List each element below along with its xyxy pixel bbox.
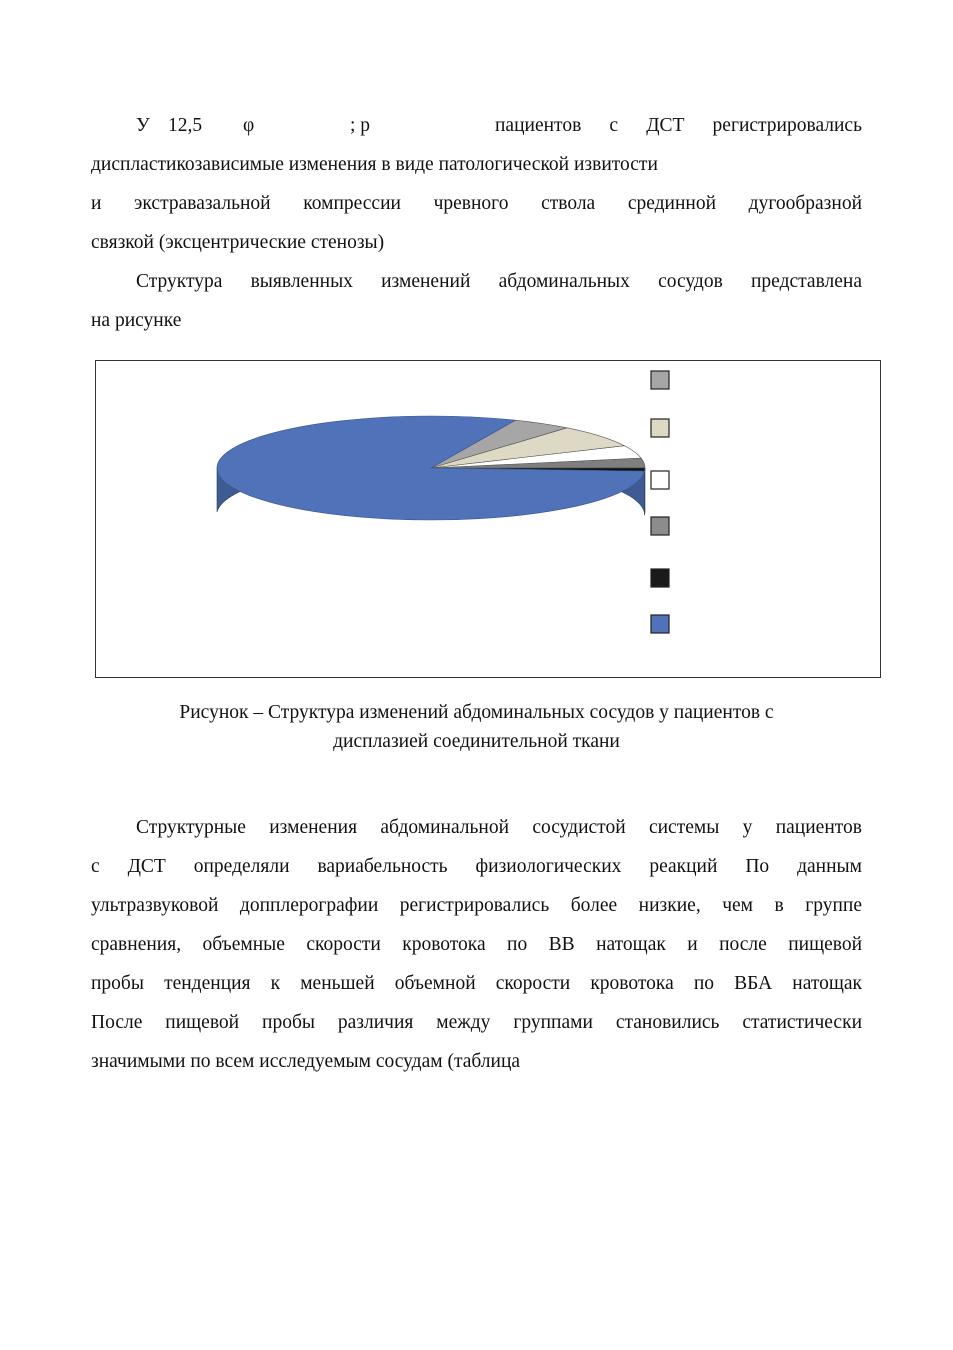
pie-chart-frame <box>95 360 881 678</box>
paragraph3-line-6: После пищевой пробы различия между группами становились статистически <box>91 1012 862 1033</box>
paragraph3-line-1: Структурные изменения абдоминальной сосудистой системы у пациентов <box>136 817 862 838</box>
paragraph2-line2: на рисунке <box>91 310 182 331</box>
pie-chart <box>96 361 882 679</box>
legend-swatch-3 <box>651 471 669 489</box>
paragraph1-line2: диспластикозависимые изменения в виде патологической извитости <box>91 154 658 175</box>
p1-symbol-p: ; р <box>350 115 371 136</box>
paragraph3-line-4: сравнения, объемные скорости кровотока по ВВ натощак и после пищевой <box>91 934 862 955</box>
p1-percent-value: 12,5 <box>168 115 203 136</box>
p1-prefix: У <box>136 115 150 136</box>
paragraph1-line4: связкой (эксцентрические стенозы) <box>91 232 385 253</box>
paragraph3-line-2: с ДСТ определяли вариабельность физиологических реакций По данным <box>91 856 862 877</box>
legend-swatch-2 <box>651 419 669 437</box>
figure-caption-line1: Рисунок – Структура изменений абдоминальных сосудов у пациентов с <box>179 702 774 723</box>
legend-swatch-5 <box>651 569 669 587</box>
paragraph3-line-5: пробы тенденция к меньшей объемной скорости кровотока по ВБА натощак <box>91 973 862 994</box>
p1-symbol-phi: φ <box>243 115 255 136</box>
paragraph3-line-3: ультразвуковой допплерографии регистрировались более низкие, чем в группе <box>91 895 862 916</box>
figure-caption-line2: дисплазией соединительной ткани <box>333 731 620 752</box>
pie-top-faces <box>217 416 645 520</box>
p1-suffix: пациентов с ДСТ регистрировались <box>495 115 862 136</box>
legend-swatch-6 <box>651 615 669 633</box>
chart-legend <box>651 371 669 633</box>
legend-swatch-1 <box>651 371 669 389</box>
legend-swatch-4 <box>651 517 669 535</box>
paragraph1-line3: и экстравазальной компрессии чревного ствола срединной дугообразной <box>91 193 862 214</box>
paragraph1-line1 <box>91 106 862 145</box>
paragraph2-line1: Структура выявленных изменений абдоминальных сосудов представлена <box>136 271 862 292</box>
paragraph3-line-7: значимыми по всем исследуемым сосудам (таблица <box>91 1051 521 1072</box>
